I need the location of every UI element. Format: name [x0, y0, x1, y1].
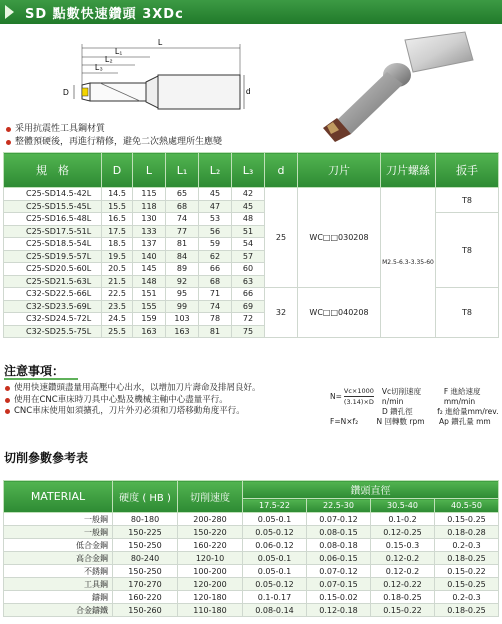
spec-value-cell: 74 [166, 213, 199, 226]
spec-model-cell: C25-SD17.5-51L [4, 225, 102, 238]
dim-label-L1: L₁ [115, 47, 123, 56]
cutting-value-cell: 0.18-0.25 [435, 604, 499, 617]
cutting-value-cell: 120-200 [178, 578, 243, 591]
cutting-value-cell: 0.12-0.2 [371, 565, 435, 578]
spec-value-cell: 17.5 [102, 225, 133, 238]
cutting-value-cell: 0.15-0.25 [435, 513, 499, 526]
col-header-L2: L₂ [199, 153, 232, 188]
cutting-value-cell: 0.2-0.3 [435, 539, 499, 552]
cutting-value-cell: 80-240 [113, 552, 178, 565]
col-header-diameter: 鑽頭直徑 [243, 481, 499, 499]
cutting-value-cell: 160-220 [113, 591, 178, 604]
dim-label-L: L [158, 38, 163, 47]
spec-value-cell: 118 [133, 200, 166, 213]
cutting-value-cell: 0.06-0.15 [307, 552, 371, 565]
col-header-spec: 規 格 [4, 153, 102, 188]
cutting-value-cell: 0.18-0.25 [435, 552, 499, 565]
cutting-value-cell: 0.05-0.1 [243, 552, 307, 565]
cutting-value-cell: 0.15-0.22 [435, 565, 499, 578]
col-header-L3: L₃ [232, 153, 265, 188]
col-header-L1: L₁ [166, 153, 199, 188]
spec-value-cell: 54 [232, 238, 265, 251]
dim-label-L3: L₃ [95, 63, 103, 72]
cutting-value-cell: 160-220 [178, 539, 243, 552]
formula-f-eq: F=N×f₂ [330, 417, 359, 426]
spec-value-cell: 81 [199, 325, 232, 338]
material-cell: 合金鑄鐵 [4, 604, 113, 617]
spec-value-cell: 75 [232, 325, 265, 338]
feature-list [6, 123, 222, 149]
col-header-dia-1: 17.5-22 [243, 499, 307, 513]
spec-value-cell: 45 [199, 188, 232, 201]
feature-item: 整體預硬後，再進行精修，避免二次熱處理所生應變 [6, 136, 222, 149]
spec-model-cell: C25-SD14.5-42L [4, 188, 102, 201]
notes-title: 注意事項： [4, 364, 65, 378]
material-cell: 一般鋼 [4, 526, 113, 539]
cutting-title: 切削參數參考表 [4, 451, 89, 465]
cutting-value-cell: 0.08-0.14 [243, 604, 307, 617]
cutting-value-cell: 120-10 [178, 552, 243, 565]
spec-value-cell: 81 [166, 238, 199, 251]
table-row [4, 188, 499, 201]
col-header-d: d [265, 153, 298, 188]
group1-wrench-a-cell: T8 [436, 188, 499, 213]
table-row [4, 552, 499, 565]
spec-value-cell: 140 [133, 250, 166, 263]
spec-value-cell: 47 [199, 200, 232, 213]
bullet-icon [5, 398, 10, 403]
spec-value-cell: 151 [133, 288, 166, 301]
group1-insert-cell: WC□□030208 [298, 188, 381, 288]
cutting-value-cell: 0.15-0.25 [435, 578, 499, 591]
spec-value-cell: 145 [133, 263, 166, 276]
spec-model-cell: C25-SD18.5-54L [4, 238, 102, 251]
spec-value-cell: 77 [166, 225, 199, 238]
cutting-value-cell: 0.18-0.25 [371, 591, 435, 604]
spec-value-cell: 115 [133, 188, 166, 201]
spec-value-cell: 45 [232, 200, 265, 213]
group2-insert-cell: WC□□040208 [298, 288, 381, 338]
spec-value-cell: 89 [166, 263, 199, 276]
legend-f2: f₂ 進給量mm/rev. [437, 407, 499, 416]
spec-value-cell: 163 [133, 325, 166, 338]
material-cell: 一般鋼 [4, 513, 113, 526]
spec-model-cell: C32-SD23.5-69L [4, 300, 102, 313]
spec-model-cell: C25-SD20.5-60L [4, 263, 102, 276]
material-cell: 鑄鋼 [4, 591, 113, 604]
spec-value-cell: 68 [199, 275, 232, 288]
col-header-wrench: 扳手 [436, 153, 499, 188]
spec-value-cell: 53 [199, 213, 232, 226]
cutting-value-cell: 0.06-0.12 [243, 539, 307, 552]
spec-model-cell: C25-SD15.5-45L [4, 200, 102, 213]
cutting-value-cell: 0.07-0.12 [307, 513, 371, 526]
cutting-value-cell: 80-180 [113, 513, 178, 526]
dim-label-L2: L₂ [105, 55, 113, 64]
spec-value-cell: 15.5 [102, 200, 133, 213]
cutting-value-cell: 150-250 [113, 565, 178, 578]
spec-value-cell: 133 [133, 225, 166, 238]
spec-value-cell: 72 [232, 313, 265, 326]
spec-value-cell: 56 [199, 225, 232, 238]
group1-d-cell: 25 [265, 188, 298, 288]
col-header-L: L [133, 153, 166, 188]
spec-value-cell: 24.5 [102, 313, 133, 326]
cutting-value-cell: 0.12-0.18 [307, 604, 371, 617]
cutting-value-cell: 0.2-0.3 [435, 591, 499, 604]
spec-value-cell: 148 [133, 275, 166, 288]
spec-model-cell: C32-SD22.5-66L [4, 288, 102, 301]
legend-f: F 進給速度mm/min [443, 386, 481, 406]
col-header-D: D [102, 153, 133, 188]
legend-ap: Ap 鑽孔量 mm [438, 417, 491, 426]
col-header-screw: 刀片螺絲 [381, 153, 436, 188]
cutting-value-cell: 0.07-0.12 [307, 565, 371, 578]
spec-value-cell: 51 [232, 225, 265, 238]
cutting-value-cell: 150-225 [113, 526, 178, 539]
cutting-value-cell: 120-180 [178, 591, 243, 604]
bullet-icon [6, 127, 11, 132]
cutting-value-cell: 0.12-0.25 [371, 526, 435, 539]
group1-wrench-b-cell: T8 [436, 213, 499, 288]
cutting-value-cell: 170-270 [113, 578, 178, 591]
cutting-value-cell: 150-250 [113, 539, 178, 552]
spec-value-cell: 57 [232, 250, 265, 263]
spec-value-cell: 69 [232, 300, 265, 313]
spec-value-cell: 60 [232, 263, 265, 276]
legend-d: D 鑽孔徑 [382, 407, 413, 416]
table-row [4, 591, 499, 604]
cutting-value-cell: 150-260 [113, 604, 178, 617]
cutting-value-cell: 0.05-0.1 [243, 565, 307, 578]
cutting-value-cell: 0.05-0.1 [243, 513, 307, 526]
material-cell: 工具鋼 [4, 578, 113, 591]
spec-value-cell: 92 [166, 275, 199, 288]
spec-value-cell: 163 [166, 325, 199, 338]
legend-vc: Vc切削速度 n/min [381, 386, 422, 406]
spec-value-cell: 68 [166, 200, 199, 213]
spec-value-cell: 48 [232, 213, 265, 226]
col-header-dia-4: 40.5-50 [435, 499, 499, 513]
legend-n: N 回轉數 rpm [376, 417, 425, 426]
spec-value-cell: 66 [199, 263, 232, 276]
table-row [4, 513, 499, 526]
table-row [4, 578, 499, 591]
cutting-value-cell: 0.15-0.02 [307, 591, 371, 604]
spec-value-cell: 23.5 [102, 300, 133, 313]
cutting-value-cell: 0.05-0.12 [243, 526, 307, 539]
col-header-material: MATERIAL [4, 481, 113, 513]
material-cell: 低合金鋼 [4, 539, 113, 552]
spec-value-cell: 20.5 [102, 263, 133, 276]
cutting-value-cell: 200-280 [178, 513, 243, 526]
page-title: SD 點數快速鑽頭 3XDc [25, 7, 184, 22]
spec-value-cell: 42 [232, 188, 265, 201]
product-photo [315, 30, 475, 145]
formula-numerator: Vc×1000 [343, 387, 374, 395]
spec-value-cell: 159 [133, 313, 166, 326]
spec-value-cell: 137 [133, 238, 166, 251]
spec-value-cell: 59 [199, 238, 232, 251]
cutting-value-cell: 150-220 [178, 526, 243, 539]
spec-value-cell: 71 [199, 288, 232, 301]
bullet-icon [5, 386, 10, 391]
group2-d-cell: 32 [265, 288, 298, 338]
cutting-value-cell: 110-180 [178, 604, 243, 617]
cutting-value-cell: 0.07-0.15 [307, 578, 371, 591]
table-row [4, 526, 499, 539]
note-item: CNC車床使用如須擴孔，刀片外刃必須和刀塔移動角度平行。 [5, 406, 261, 418]
spec-value-cell: 99 [166, 300, 199, 313]
dim-label-d: d [246, 87, 251, 96]
note-item: 使用快速鑽頭盡量用高壓中心出水，以增加刀片壽命及排屑良好。 [5, 383, 261, 395]
cutting-value-cell: 0.1-0.17 [243, 591, 307, 604]
spec-value-cell: 65 [166, 188, 199, 201]
cutting-value-cell: 0.05-0.12 [243, 578, 307, 591]
spec-value-cell: 14.5 [102, 188, 133, 201]
notes-list [5, 383, 261, 418]
col-header-dia-3: 30.5-40 [371, 499, 435, 513]
header-bar [0, 0, 502, 24]
spec-value-cell: 66 [232, 288, 265, 301]
cutting-value-cell: 0.12-0.2 [371, 552, 435, 565]
spec-value-cell: 95 [166, 288, 199, 301]
notes-underline [4, 378, 78, 380]
spec-value-cell: 21.5 [102, 275, 133, 288]
spec-value-cell: 25.5 [102, 325, 133, 338]
tool-drawing [60, 30, 250, 120]
material-cell: 高合金鋼 [4, 552, 113, 565]
cutting-value-cell: 0.15-0.3 [371, 539, 435, 552]
spec-value-cell: 16.5 [102, 213, 133, 226]
spec-model-cell: C32-SD25.5-75L [4, 325, 102, 338]
formula-block [330, 386, 502, 427]
header-arrow-icon [5, 5, 14, 19]
spec-value-cell: 18.5 [102, 238, 133, 251]
cutting-value-cell: 0.08-0.18 [307, 539, 371, 552]
spec-value-cell: 103 [166, 313, 199, 326]
spec-table [3, 152, 499, 338]
col-header-insert: 刀片 [298, 153, 381, 188]
bullet-icon [6, 140, 11, 145]
spec-value-cell: 63 [232, 275, 265, 288]
material-cell: 不銹鋼 [4, 565, 113, 578]
spec-value-cell: 74 [199, 300, 232, 313]
col-header-speed: 切削速度 [178, 481, 243, 513]
cutting-value-cell: 0.1-0.2 [371, 513, 435, 526]
spec-model-cell: C25-SD16.5-48L [4, 213, 102, 226]
spec-value-cell: 130 [133, 213, 166, 226]
bullet-icon [5, 409, 10, 414]
spec-value-cell: 62 [199, 250, 232, 263]
cutting-value-cell: 0.15-0.22 [371, 604, 435, 617]
cutting-value-cell: 0.08-0.15 [307, 526, 371, 539]
table-row [4, 604, 499, 617]
spec-value-cell: 19.5 [102, 250, 133, 263]
screw-cell: M2.5-6.3-3.35-60 [381, 188, 436, 338]
cutting-value-cell: 100-200 [178, 565, 243, 578]
table-row [4, 565, 499, 578]
note-item: 使用在CNC車床時刀具中心點及機械主軸中心盡量平行。 [5, 395, 261, 407]
spec-model-cell: C32-SD24.5-72L [4, 313, 102, 326]
spec-value-cell: 84 [166, 250, 199, 263]
formula-denominator: (3.14)×D [343, 398, 374, 406]
table-row [4, 539, 499, 552]
cutting-value-cell: 0.12-0.22 [371, 578, 435, 591]
spec-value-cell: 78 [199, 313, 232, 326]
dim-label-D: D [63, 88, 69, 97]
formula-n-eq: N= [330, 391, 342, 401]
col-header-hardness: 硬度 ( HB ) [113, 481, 178, 513]
spec-model-cell: C25-SD21.5-63L [4, 275, 102, 288]
col-header-dia-2: 22.5-30 [307, 499, 371, 513]
spec-model-cell: C25-SD19.5-57L [4, 250, 102, 263]
cutting-value-cell: 0.18-0.28 [435, 526, 499, 539]
cutting-table [3, 480, 499, 617]
feature-item: 采用抗震性工具鋼材質 [6, 123, 222, 136]
group2-wrench-cell: T8 [436, 288, 499, 338]
spec-value-cell: 22.5 [102, 288, 133, 301]
spec-value-cell: 155 [133, 300, 166, 313]
